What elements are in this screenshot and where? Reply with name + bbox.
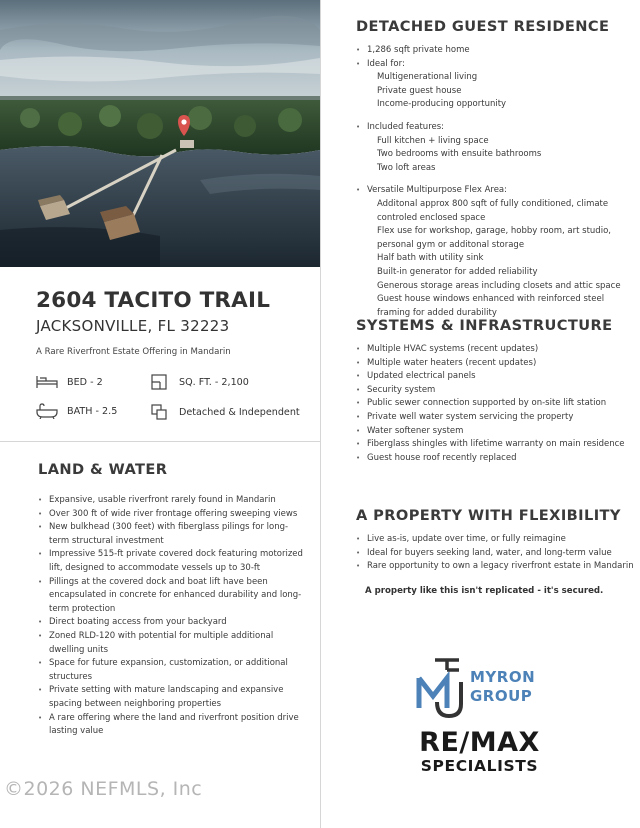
list-item: • Fiberglass shingles with lifetime warranty on main residence — [356, 438, 636, 452]
land-water-title: LAND & WATER — [38, 461, 168, 478]
list-item: • Private setting with mature landscaping and expansive spacing between neighboring properties — [38, 684, 308, 711]
list-item: • A rare offering where the land and riverfront position drive lasting value — [38, 712, 308, 739]
list-item: • Direct boating access from your backyard — [38, 616, 308, 630]
street-address: 2604 TACITO TRAIL — [36, 288, 271, 313]
list-item: • Over 300 ft of wide river frontage offering sweeping views — [38, 508, 308, 522]
list-item: • Impressive 515-ft private covered dock featuring motorized lift, designed to accommodate vessels up to 30-ft — [38, 548, 308, 575]
sub-item: Guest house windows enhanced with reinforced steel framing for added durability — [377, 294, 605, 318]
systems-title: SYSTEMS & INFRASTRUCTURE — [356, 317, 613, 334]
sub-item: Two loft areas — [377, 162, 436, 173]
list-item: • Pillings at the covered dock and boat lift have been encapsulated in concrete for enhanced durability and long-term protection — [38, 576, 308, 617]
remax-wordmark: RE/MAX — [419, 727, 540, 758]
land-water-list — [38, 494, 308, 739]
list-item: • Ideal for buyers seeking land, water, and long-term value — [356, 547, 636, 561]
list-item: • Space for future expansion, customization, or additional structures — [38, 657, 308, 684]
list-item: • Multiple water heaters (recent updates) — [356, 357, 636, 371]
list-item: • Multiple HVAC systems (recent updates) — [356, 343, 636, 357]
fact-sqft: SQ. FT. - 2,100 — [148, 374, 249, 390]
section-divider — [0, 441, 320, 442]
ideal-for-list — [356, 71, 636, 112]
flex-heading — [356, 184, 636, 198]
list-item: • Private well water system servicing the property — [356, 411, 636, 425]
features-list — [356, 135, 636, 176]
list-item: • Water softener system — [356, 425, 636, 439]
floorplan-icon — [148, 374, 170, 390]
list-item: • Updated electrical panels — [356, 370, 636, 384]
closing-statement: A property like this isn't replicated - it's secured. — [365, 585, 604, 596]
sub-item: Generous storage areas including closets and attic space — [377, 280, 621, 291]
guest-residence-title: DETACHED GUEST RESIDENCE — [356, 18, 610, 35]
flexibility-list — [356, 533, 636, 574]
property-tagline: A Rare Riverfront Estate Offering in Mandarin — [36, 347, 231, 357]
copyright-watermark: ©2026 NEFMLS, Inc — [4, 778, 203, 800]
sub-item: Private guest house — [377, 85, 462, 96]
systems-list — [356, 343, 636, 465]
remax-logo — [412, 729, 547, 775]
list-item: • Zoned RLD-120 with potential for multiple additional dwelling units — [38, 630, 308, 657]
sub-item: Two bedrooms with ensuite bathrooms — [377, 149, 542, 160]
list-item: • Versatile Multipurpose Flex Area: — [356, 184, 636, 198]
bathtub-icon — [36, 403, 58, 419]
aerial-property-photo — [0, 0, 320, 267]
sub-item: Full kitchen + living space — [377, 135, 489, 146]
features-heading — [356, 121, 636, 135]
list-item: • Public sewer connection supported by on-site lift station — [356, 397, 636, 411]
aerial-photo-illustration — [0, 0, 320, 267]
guest-residence-section — [356, 18, 636, 320]
myron-monogram-icon — [415, 656, 467, 718]
list-item: • Ideal for: — [356, 58, 636, 72]
sub-item: Half bath with utility sink — [377, 253, 484, 264]
list-item: • Included features: — [356, 121, 636, 135]
remax-office-name: SPECIALISTS — [420, 757, 539, 775]
flex-list — [356, 198, 636, 320]
sub-item: Additonal approx 800 sqft of fully conditioned, climate controled enclosed space — [377, 198, 609, 223]
address-block — [36, 288, 316, 357]
fact-bath: BATH - 2.5 — [36, 403, 117, 419]
systems-section — [356, 317, 636, 465]
myron-group-logo — [415, 656, 555, 720]
city-state-zip: JACKSONVILLE, FL 32223 — [36, 317, 230, 335]
fact-detached: Detached & Independent — [148, 404, 300, 420]
list-item: • Live as-is, update over time, or fully reimagine — [356, 533, 636, 547]
flexibility-section — [356, 507, 636, 596]
land-water-section — [38, 461, 308, 739]
list-item: • Security system — [356, 384, 636, 398]
list-item: • Expansive, usable riverfront rarely found in Mandarin — [38, 494, 308, 508]
myron-group-wordmark: MYRON GROUP — [470, 668, 536, 705]
sub-item: Flex use for workshop, garage, hobby room, art studio, personal gym or additonal storage — [377, 226, 611, 250]
flexibility-title: A PROPERTY WITH FLEXIBILITY — [356, 507, 621, 524]
list-item: • New bulkhead (300 feet) with fiberglass pilings for long-term structural investment — [38, 521, 308, 548]
list-item: • Rare opportunity to own a legacy riverfront estate in Mandarin — [356, 560, 636, 574]
bed-icon — [36, 374, 58, 390]
detached-units-icon — [148, 404, 170, 420]
fact-bed: BED - 2 — [36, 374, 103, 390]
list-item: • 1,286 sqft private home — [356, 44, 636, 58]
sub-item: Built-in generator for added reliability — [377, 266, 538, 277]
sub-item: Multigenerational living — [377, 72, 478, 83]
sub-item: Income-producing opportunity — [377, 99, 507, 110]
guest-residence-list — [356, 44, 636, 71]
list-item: • Guest house roof recently replaced — [356, 452, 636, 466]
